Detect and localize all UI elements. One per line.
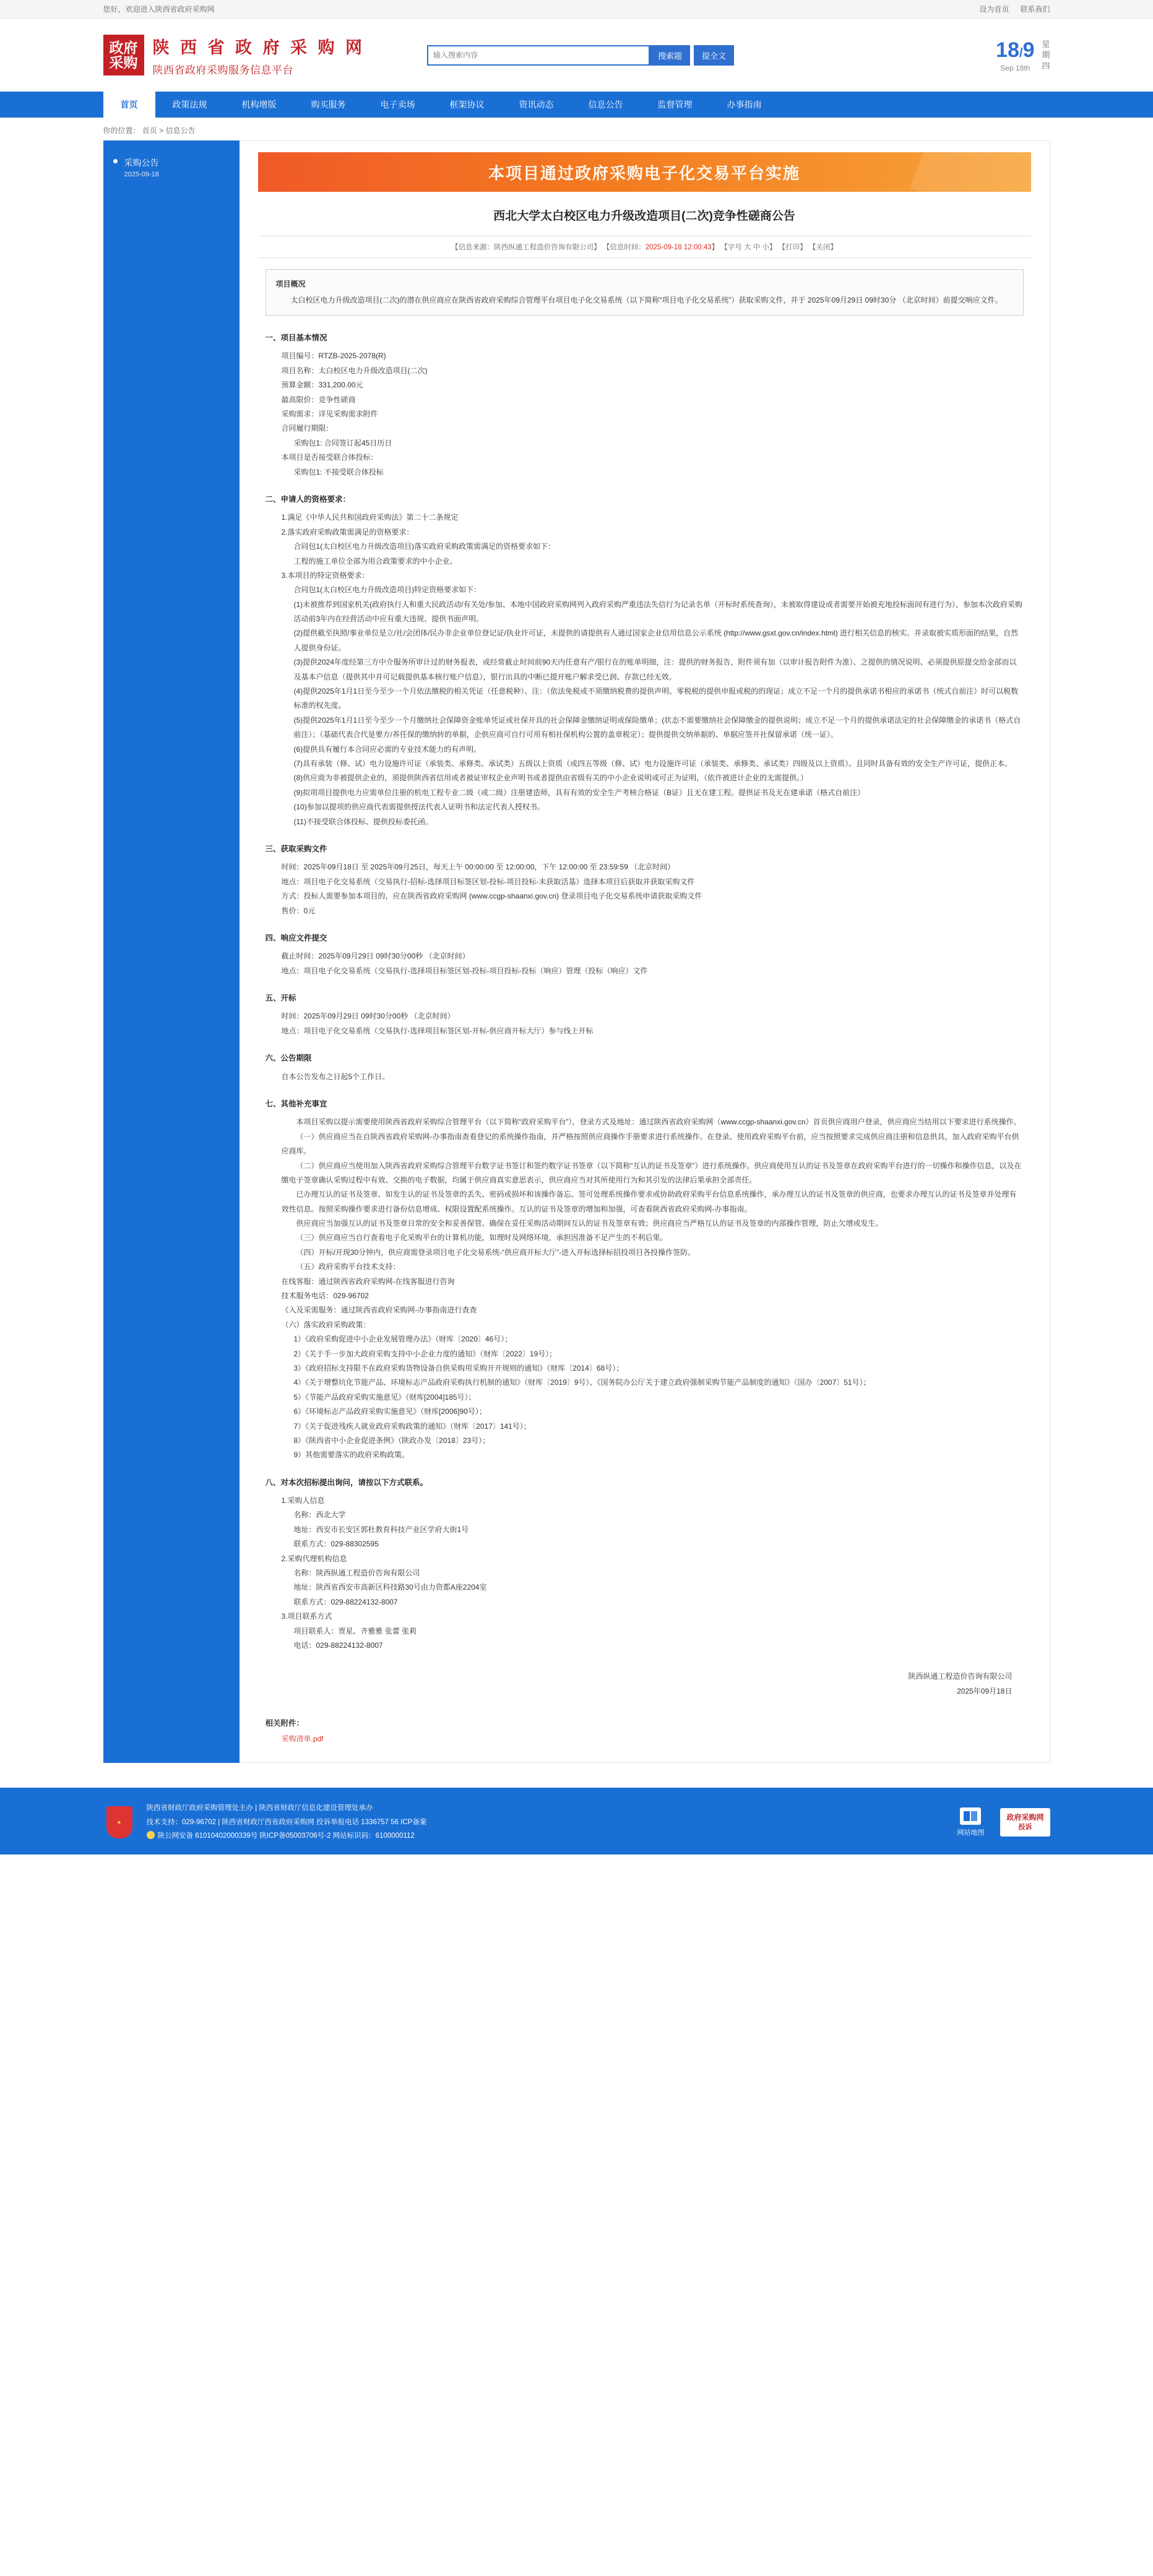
attachment-title: 相关附件： bbox=[265, 1719, 304, 1728]
section7-policy-intro: （六）落实政府采购政策： bbox=[281, 1320, 371, 1329]
section1-line-3: 预算金额：331,200.00元 bbox=[281, 381, 363, 390]
main-navigation bbox=[0, 92, 1153, 118]
section3-line-3: 方式：投标人需要参加本项目的，应在陕西省政府采购网 (www.ccgp-shaanxi.gov.cn) 登录项目电子化交易系统申请获取采购文件 bbox=[281, 892, 702, 901]
section2-line-15: (9)拟项项目提供电力应需单位注册的机电工程专业二级（或二级）注册建造师，具有有效的安全生产考核合格证（B证）且无在建工程。提供证书及无在建承诺（格式自前注） bbox=[293, 788, 865, 797]
section1-line-6: 合同履行期限： bbox=[281, 424, 334, 433]
section2-line-11: (5)提供2025年1月1日至今至少一个月缴纳社会保障资金账单凭证或社保开具的社会保障金缴纳证明或保险缴单；(状态不需要缴纳社会保障缴金的提供说明；成立不足一个月的提供承诺法定的社会保障缴金的承诺书（格式自前注）；（基础代表合代是要方/养任保的缴纳转的单据，企供应商可自行可用有相社保机构公置的盖章税定）；提供提供交纳单据的、单据应签开社保留承诺（统一证）。 bbox=[293, 715, 1021, 739]
nav-item-supervision[interactable]: 监督管理 bbox=[657, 100, 693, 110]
logo-emblem-line2: 采购 bbox=[109, 54, 138, 71]
section7-policy-item-6: 6）《环境标志产品政府采购实施意见》（财库[2006]90号）； bbox=[293, 1407, 486, 1416]
national-emblem-icon: ★ bbox=[103, 1803, 136, 1842]
section2-line-13: (7)具有承装（修、试）电力设施许可证（承装类、承修类、承试类）五级以上资质（或四五等级（修、试）电力设施许可证（承装类、承修类、承试类）四级及以上资质）。且同时具备有效的安全生产许可证，提供正本。 bbox=[293, 759, 1013, 768]
search-area bbox=[427, 45, 734, 66]
section-heading-8: 八、对本次招标提出询问，请按以下方式联系。 bbox=[265, 1478, 428, 1487]
nav-item-policy[interactable]: 政策法规 bbox=[172, 100, 207, 110]
section5-line-1: 时间：2025年09月29日 09时30分00秒 （北京时间） bbox=[281, 1012, 455, 1021]
section2-line-1: 1.满足《中华人民共和国政府采购法》第二十二条规定 bbox=[281, 513, 459, 522]
site-header bbox=[0, 19, 1153, 92]
meta-close-button[interactable]: 【关闭】 bbox=[808, 243, 837, 251]
fulltext-search-button[interactable]: 提全文 bbox=[694, 45, 734, 66]
breadcrumb-item-home[interactable]: 首页 bbox=[142, 126, 157, 135]
section7-paragraph-1: 本项目采购以提示需要使用陕西省政府采购综合管理平台（以下简称“政府采购平台”），登录方式及地址：通过陕西省政府采购网（www.ccgp-shaanxi.gov.cn）首页供应商用户登录，供应商应当结用以下要求进行系统操作。 bbox=[296, 1118, 1021, 1127]
weekday-char1: 星 bbox=[1042, 39, 1050, 49]
attachment-section bbox=[240, 1699, 1050, 1744]
nav-item-framework-agreement[interactable]: 框架协议 bbox=[449, 100, 485, 110]
sitemap-label: 网站地图 bbox=[957, 1829, 985, 1837]
section-heading-7: 七、其他补充事宜 bbox=[265, 1099, 327, 1108]
section7-policy-item-4: 4）《关于增整坑化节能产品、环境标志产品政府采购执行机制的通知》（财库〔2019〕9号）、《国务院办公厅关于建立政府强制采购节能产品制度的通知》（国办〔2007〕51号）； bbox=[293, 1378, 871, 1387]
section1-line-1: 项目编号：RTZB-2025-2078(R) bbox=[281, 351, 386, 361]
platform-banner-text: 本项目通过政府采购电子化交易平台实施 bbox=[488, 163, 800, 183]
project-overview-title: 项目概况 bbox=[275, 279, 306, 288]
section3-line-1: 时间：2025年09月18日 至 2025年09月25日，每天上午 00:00:00 至 12:00:00，下午 12:00:00 至 23:59:59 （北京时间） bbox=[281, 863, 675, 872]
nav-item-organization[interactable]: 机构增版 bbox=[241, 100, 277, 110]
section7-policy-item-1: 1）《政府采购促进中小企业发展管理办法》（财库〔2020〕46号）； bbox=[293, 1335, 512, 1344]
section2-line-4: 工程的施工单位全部为用合政策要求的中小企业。 bbox=[293, 556, 457, 566]
signature-date: 2025年09月18日 bbox=[957, 1687, 1013, 1696]
section8-line-5: 2.采购代理机构信息 bbox=[281, 1554, 347, 1563]
logo-emblem-line1: 政府 bbox=[109, 39, 138, 56]
meta-print-button[interactable]: 【打印】 bbox=[778, 243, 807, 251]
section8-line-1: 1.采购人信息 bbox=[281, 1496, 325, 1506]
section2-line-8: (2)提供截至执照/事业单位是立/社/会团体/民办非企业单位登记证/执业许可证，未提供的请提供有人通过国家企业信用信息公示系统 (http://www.gsxt.gov.cn/index.html) 进行相关信息的核实。并录取被实质形面的结果，自然人提供身份证。 bbox=[293, 629, 1019, 652]
page-title: 西北大学太白校区电力升级改造项目(二次)竞争性磋商公告 bbox=[493, 210, 795, 223]
signature-org: 陕西纵通工程造价咨询有限公司 bbox=[908, 1672, 1013, 1681]
section7-paragraph-2: （一）供应商应当在自陕西省政府采购网-办事指南查看登记的系统操作指南，并严格按照供应商操作手册要求进行系统操作。在登录、使用政府采购平台前，应当按照要求完成供应商注册和信息供具，加入政府采购平台供应商库。 bbox=[281, 1132, 1019, 1156]
search-input[interactable] bbox=[427, 45, 650, 66]
project-overview-box bbox=[266, 269, 1024, 316]
section2-line-10: (4)提供2025年1月1日至今至少一个月依法缴税的相关凭证（任意税种）、注：（依法免税或不须缴纳税费的提供声明、零税税的提供申报或税的的现证；成立不足一个月的提供承诺书相应的承诺书（统式自前注）时可以税数标准的权先度。 bbox=[293, 687, 1019, 710]
section5-line-2: 地点：项目电子化交易系统（交易执行-选择项目标签区划-开标-供应商开标大厅）参与线上开标 bbox=[281, 1026, 594, 1035]
section-heading-3: 三、获取采购文件 bbox=[265, 844, 327, 853]
project-overview-text: 太白校区电力升级改造项目(二次)的潜在供应商应在陕西省政府采购综合管理平台项目电子化交易系统（以下简称“项目电子化交易系统”）获取采购文件，并于 2025年09月29日 09时30分 （北京时间）前提交响应文件。 bbox=[290, 296, 1003, 305]
date-subtext: Sep 18th bbox=[1000, 63, 1030, 72]
section7-policy-item-7: 7）《关于促进残疾人就业政府采购政策的通知》（财库〔2017〕141号）； bbox=[293, 1421, 531, 1431]
nav-item-purchase-service[interactable]: 购买服务 bbox=[311, 100, 346, 110]
section7-paragraph-6: （三）供应商应当自行查看电子化采购平台的计算机功能，如理时及网络环境，承担因准备不足产生的不利后果。 bbox=[296, 1233, 668, 1243]
attachment-link[interactable]: 采购清单.pdf bbox=[281, 1734, 324, 1744]
section2-line-14: (8)供应商为非被提供企业的，须提供陕西省信用或者被证审权企业声明书或者提供由省级有关的中小企业说明或可正为证明，（依许被进计企业的无需提供。） bbox=[293, 773, 808, 783]
section7-policy-item-5: 5）《节能产品政府采购实施意见》（财库[2004]185号）； bbox=[293, 1392, 476, 1402]
set-homepage-link[interactable]: 设为首页 bbox=[979, 5, 1009, 14]
section7-policy-item-9: 9）其他需要落实的政府采购政策。 bbox=[293, 1450, 410, 1460]
breadcrumb-prefix: 你的位置： bbox=[103, 126, 140, 135]
site-footer bbox=[0, 1788, 1153, 1854]
sitemap-icon bbox=[960, 1807, 981, 1825]
section7-policy-item-8: 8）《陕西省中小企业促进条例》（陕政办发〔2018〕23号）； bbox=[293, 1436, 490, 1445]
section1-line-8: 本项目是否接受联合体投标： bbox=[281, 453, 378, 462]
section2-line-12: (6)提供具有履行本合同应必需的专业技术能力的有声明。 bbox=[293, 744, 481, 754]
meta-time-value: 2025-09-18 12:00:43 bbox=[645, 243, 712, 251]
section7-service-note: 《入及采需服务：通过陕西省政府采购网-办事指南进行查查 bbox=[281, 1306, 477, 1315]
weekday-char3: 四 bbox=[1042, 61, 1050, 71]
logo-emblem-icon bbox=[103, 35, 144, 75]
platform-banner bbox=[258, 152, 1031, 192]
section8-line-9: 3.项目联系方式 bbox=[281, 1612, 332, 1621]
site-title-main: 陕 西 省 政 府 采 购 网 bbox=[152, 38, 366, 57]
section7-paragraph-8: （五）政府采购平台技术支持： bbox=[296, 1262, 400, 1272]
breadcrumb bbox=[103, 118, 1050, 140]
meta-source: 【信息来源：陕西纵通工程造价咨询有限公司】 bbox=[451, 243, 601, 251]
top-utility-bar bbox=[0, 0, 1153, 19]
document-body bbox=[240, 316, 1050, 1653]
section2-line-2: 2.落实政府采购政策需满足的资格要求： bbox=[281, 527, 414, 536]
footer-line-1: 陕西省财政厅政府采购管理处主办 | 陕西省财政厅信息化建设管理处承办 bbox=[146, 1804, 373, 1812]
sidebar-item-procurement-announcement[interactable] bbox=[103, 150, 240, 184]
sidebar-item-date: 2025-09-18 bbox=[124, 171, 159, 178]
section1-line-5: 采购需求：详见采购需求附件 bbox=[281, 410, 378, 419]
nav-item-announcements[interactable]: 信息公告 bbox=[588, 100, 623, 110]
section8-line-11: 电话：029-88224132-8007 bbox=[293, 1641, 383, 1650]
nav-item-emarket[interactable]: 电子卖场 bbox=[380, 100, 415, 110]
section8-line-7: 地址：陕西省西安市高新区科技路30号由力资都A座2204室 bbox=[293, 1583, 487, 1592]
section2-line-9: (3)提供2024年度经第三方中介服务所审计过的财务报表，或经常截止时间前90天内任意有产/银行在的账单明细，注：提供的财务报告，附件须有加（以审计报告附件为准）、之提供的情况说明、必须提供原提交给金部而以及基本户信息（提供其中并可记载提供基本核行账户信息），银行出具的中断已提开账户解求受已润、存款已经无效。 bbox=[293, 658, 1017, 681]
section1-line-2: 项目名称：太白校区电力升级改造项目(二次) bbox=[281, 366, 428, 375]
section1-line-9: 采购包1: 不接受联合体投标 bbox=[293, 467, 384, 476]
complaint-badge[interactable] bbox=[1000, 1808, 1050, 1837]
welcome-text: 您好，欢迎进入陕西省政府采购网 bbox=[103, 5, 215, 14]
section-heading-2: 二、申请人的资格要求： bbox=[265, 494, 351, 504]
complaint-badge-sub: 投诉 bbox=[1018, 1823, 1032, 1831]
section2-line-6: 合同包1(太白校区电力升级改造项目)特定资格要求如下： bbox=[293, 585, 481, 595]
section2-line-3: 合同包1(太白校区电力升级改造项目)落实政府采购政策需满足的资格要求如下： bbox=[293, 542, 556, 551]
complaint-badge-main: 政府采购网 bbox=[1006, 1813, 1044, 1822]
section8-line-4: 联系方式：029-88302595 bbox=[293, 1540, 379, 1549]
date-display bbox=[996, 38, 1050, 72]
document-panel bbox=[240, 140, 1050, 1763]
breadcrumb-item-announcements[interactable]: 信息公告 bbox=[165, 126, 196, 135]
section8-line-6: 名称：陕西纵通工程造价咨询有限公司 bbox=[293, 1569, 420, 1578]
section4-line-1: 截止时间：2025年09月29日 09时30分00秒 （北京时间） bbox=[281, 952, 470, 961]
section8-line-3: 地址：西安市长安区郭杜教育科技产业区学府大街1号 bbox=[293, 1525, 469, 1534]
section1-line-4: 最高限价：竞争性磋商 bbox=[281, 395, 356, 404]
bullet-icon bbox=[113, 159, 118, 163]
document-signature bbox=[240, 1653, 1050, 1699]
section6-line-1: 自本公告发布之日起5个工作日。 bbox=[281, 1072, 390, 1081]
section-heading-4: 四、响应文件提交 bbox=[265, 933, 327, 942]
section7-online-service: 在线客服：通过陕西省政府采购网-在线客服进行咨询 bbox=[281, 1277, 455, 1286]
section3-line-2: 地点：项目电子化交易系统（交易执行-招标-选择项目标签区划-投标-项目投标-未获取活基）选择本项目后获取并获取采购文件 bbox=[281, 877, 695, 886]
section8-line-10: 项目联系人：贾星、齐雅雅 张蕾 张莉 bbox=[293, 1626, 417, 1635]
section3-line-4: 售价：0元 bbox=[281, 906, 316, 915]
section8-line-2: 名称：西北大学 bbox=[293, 1510, 346, 1520]
meta-fontsize-control[interactable]: 【字号 大 中 小】 bbox=[720, 243, 777, 251]
section2-line-5: 3.本项目的特定资格要求： bbox=[281, 571, 369, 580]
section-heading-6: 六、公告期限 bbox=[265, 1054, 312, 1063]
section-heading-1: 一、项目基本情况 bbox=[265, 334, 327, 343]
section2-line-16: (10)参加以提项的供应商代表需提供授法代表人证明书和法定代表人授权书。 bbox=[293, 803, 545, 812]
contact-us-link[interactable]: 联系我们 bbox=[1020, 5, 1050, 14]
nav-item-news[interactable]: 资讯动态 bbox=[519, 100, 554, 110]
section2-line-7: (1)未被推荐到国家机关(政府执行人和重大民政活动/有关处/参加、本地中国政府采购网列入政府采购严重违法失信行为记录名单（开标时系统查询），未被取得建设或者需要开始被充地投标面间有进行为），参加本次政府采购活动前3年内在经营活动中应有重大违规、提供书面声明。 bbox=[293, 600, 1022, 624]
section7-paragraph-5: 供应商应当加强互认的证书及签章日常的安全和妥善保管。确保在妥任采购活动期间互认的证书及签章有效；供应商应当严格互认的证书及签章的内部操作管理，防止欠增或发生。 bbox=[296, 1219, 883, 1228]
nav-item-guide[interactable]: 办事指南 bbox=[727, 100, 762, 110]
site-title-sub: 陕西省政府采购服务信息平台 bbox=[152, 64, 293, 76]
sidebar-item-label: 采购公告 bbox=[124, 158, 159, 168]
meta-time-label: 【信息时间： bbox=[602, 243, 646, 251]
sitemap-entry[interactable] bbox=[957, 1807, 984, 1837]
date-slash: / bbox=[1019, 46, 1023, 60]
sidebar bbox=[103, 140, 240, 1763]
section8-line-8: 联系方式：029-88224132-8007 bbox=[293, 1597, 398, 1606]
footer-line-2: 技术支持：029-96702 | 陕西省财政厅西省政府采购网 投诉举报电话 1336757 56 ICP备案 bbox=[146, 1818, 427, 1826]
section7-paragraph-3: （二）供应商应当使用加入陕西省政府采购综合管理平台数字证书签订和签约数字证书签章（以下简称“互认的证书及签章”）进行系统操作。供应商使用互认的证书及签章在政府采购平台进行的一切操作和操作信息，以及在缴电子签章确认采购过程中有效、交换的电子数据，均属于供应商真实意思表示，供应商应当对其所使用行为和其引发的法律后果承担全部责任。 bbox=[281, 1161, 1022, 1184]
section7-paragraph-7: （四）开标/开现30分钟内，供应商需登录项目电子化交易系统-“供应商开标大厅”-进入开标选择标招投项目各投操作签防。 bbox=[296, 1247, 696, 1257]
section7-policy-item-3: 3）《政府招标支持限不在政府采购货物设备自供采购用采购开开规则的通知》（财库〔2014〕68号）； bbox=[293, 1363, 624, 1372]
date-day: 18 bbox=[996, 38, 1019, 62]
section7-policy-item-2: 2）《关于手一步加大政府采购支持中小企业力度的通知》（财库〔2022〕19号）； bbox=[293, 1349, 557, 1358]
certificate-icon bbox=[147, 1831, 155, 1839]
section7-tech-phone: 技术服务电话：029-96702 bbox=[281, 1291, 369, 1301]
breadcrumb-separator: > bbox=[159, 126, 164, 135]
search-button[interactable]: 搜索题 bbox=[650, 45, 690, 66]
page-container bbox=[103, 140, 1050, 1788]
date-value bbox=[996, 38, 1034, 62]
weekday-label bbox=[1042, 39, 1050, 72]
section1-line-7: 采购包1: 合同签订起45日历日 bbox=[293, 438, 392, 447]
footer-line-3 bbox=[147, 1829, 415, 1843]
date-month: 9 bbox=[1022, 38, 1035, 62]
weekday-char2: 期 bbox=[1042, 50, 1050, 60]
site-logo[interactable] bbox=[103, 34, 366, 77]
section7-paragraph-4: 已办理互认的证书及签章、如发生认的证书及签章的丢失、密码或损坏和该操作备忘、签可处理系统操作要求或协助政府采购平台信息系统操作，承办理互认的证书及签章的供应商，也要求办理互认的证书及签章并处理有效性信息。按照采购操作要求进行备份信息增成、权限设置配系统操作。互认的证书及签章的增加和加强，可查看陕西省政府采购网-办事指南。 bbox=[281, 1190, 1017, 1213]
footer-line-3-text: 陕公网安备 61010402000339号 陕ICP备05003706号-2 网站标识码：6100000112 bbox=[157, 1832, 415, 1840]
section4-line-2: 地点：项目电子化交易系统（交易执行-选择项目标签区划-投标-项目投标-投标（响应）管理（投标（响应）文件 bbox=[281, 966, 648, 975]
meta-time-close: 】 bbox=[711, 243, 719, 251]
nav-item-home[interactable]: 首页 bbox=[103, 92, 155, 118]
section2-line-17: (11)不接受联合体投标、提供投标委托函。 bbox=[293, 817, 433, 826]
section-heading-5: 五、开标 bbox=[265, 994, 296, 1003]
document-meta-bar bbox=[258, 236, 1031, 258]
